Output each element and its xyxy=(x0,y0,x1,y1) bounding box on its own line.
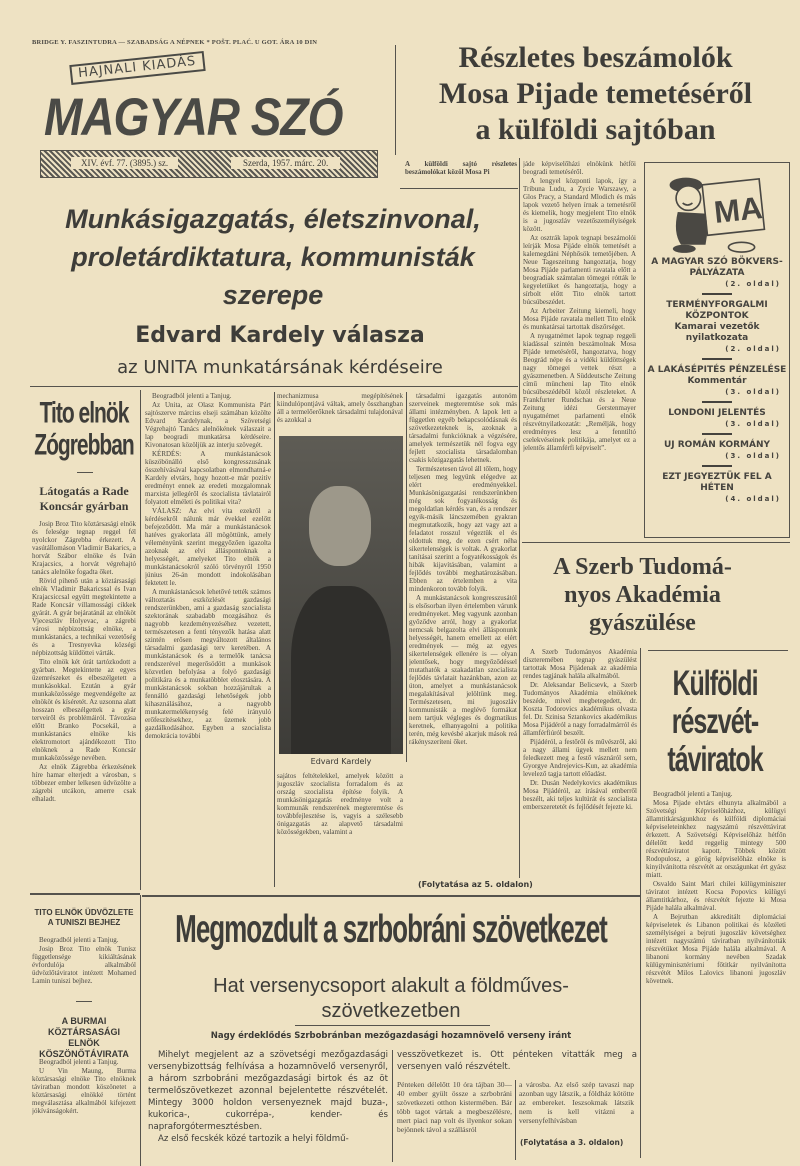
academy-headline-line: gyászülése xyxy=(589,610,696,636)
condolence-body xyxy=(646,790,786,1160)
tito-headline xyxy=(30,398,138,462)
index-item-title: LONDONI JELENTÉS xyxy=(668,408,766,418)
index-item-page: (3. oldal) xyxy=(725,420,781,428)
condolence-headline-line: részvét- xyxy=(671,702,759,742)
lead-headline-line: Mosa Pijade temetéséről xyxy=(438,77,753,110)
index-item-page: (3. oldal) xyxy=(725,452,781,460)
index-item-subtitle: Kommentár xyxy=(687,376,747,386)
paragraph: Mosa Pijade elvtárs elhunyta alkalmából a Szövetségi Képviselőházhoz, külügyi államtitkárságunkhoz és külföldi diplomáciai képviseleteinkhez nagyszámú részvéttávirat érkezett. A Szövetségi Képviselőház hétfőn délelőtt kedd reggelig mintegy 500 részvéttáviratot kapott. Többek között Rodopulosz, a görög képviselőház elnöke is kinyilvánította részvétét az országunkat ért gyász miatt. xyxy=(646,799,786,879)
cartoon-ma-text: MA xyxy=(712,190,765,230)
main-headline-line: szerepe xyxy=(222,280,324,310)
masthead-title: MAGYAR SZÓ xyxy=(44,86,343,147)
kardely-col3 xyxy=(409,392,517,876)
coop-subhead: Hat versenycsoport alakult a földműves- xyxy=(213,975,569,997)
academy-headline xyxy=(520,553,765,637)
kardely-photo xyxy=(279,436,403,754)
index-item-title: A LAKÁSÉPITÉS PÉNZELÉSE xyxy=(647,365,787,375)
main-headline-line: proletárdiktatura, kommunisták xyxy=(71,242,475,272)
paragraph: U Vin Maung, Burma köztársasági elnöke Tito elnöknek táviratban mondott köszönetet a köztársasági elnökké történt megválasztása alkalmából kifejezett jókívánságokért. xyxy=(32,1067,136,1115)
tito-body xyxy=(32,520,136,888)
tunis-body xyxy=(32,936,136,996)
paragraph: Az osztrák lapok tegnapi beszámolói leírják Mosa Pijáde elnök temetését a kalemegdáni Néphősök temetőjében. A Neue Tageszeitung hangoztatja, hogy Mosa Pijáde parlamenti ravatala előtt a beogradiak számtalan tömegei rótták le kegyeletüket és hangoztatja, hogy a sírbolt előtt Tito elnök tartott búcsúbeszédet. xyxy=(523,234,636,306)
burma-headline: A BURMAI KÖZTÁRSASÁGI ELNÖK KÖSZÖNŐTÁVIRATA xyxy=(39,1016,129,1059)
divider xyxy=(702,401,732,403)
index-item xyxy=(645,465,789,505)
coop-continued: (Folytatása a 3. oldalon) xyxy=(520,1138,624,1147)
academy-body xyxy=(523,648,637,888)
index-box xyxy=(644,162,790,538)
paragraph: Természetesen távol áll tőlem, hogy teljesen meg legyünk elégedve az elért eredményekkel. Munkásönigazgatási rendszerünkben még sok fogyatékosság és megoldatlan kérdés van, és a rendszer egyik-másik láncszemében gyakran megmutatkozik, hogy azt vagy azt a feladatot rosszul végeztük el és oldottuk meg, de ezen csért néha sikertelenségek is voltak. A gyakorlat tanításai szerint a fogyatékosságok és hibák kijavításában, valamint a fejlődés további meghatározásában. Ebben az értelemben a vita mindenkoron tovább folyik. xyxy=(409,465,517,593)
kardely-col2-top: mechanizmusa megépítésének kiindulópontjává váltak, amely összhangban áll a termelőerőknek társadalmi tulajdonával és azokkal a xyxy=(277,392,403,424)
paragraph: A munkástanácsok kongresszusától is elsősorban ilyen értelemben várunk eredményeket. Meg vagyunk azonban győződve arról, hogy a gyakorlat nemcsak belgazolta elvi állásponunk helyességét, hanem emellett az elért eredmények — még az egyes sikertelenségek ellenére is — olyan jelentősek, hogy megyőződéssel mutathatók a szakadatlan szocialista fejlődés távlatait hazánkban, azon az úton, amelyet a munkástanácsok megalakításával jelöltünk meg. Természetesen, mi jugoszláv kommunisták a meglévő formákat nem tartjuk végleges és dogmatikus keretnek, elhanyagolni a politika terén, még kevésbé akarjuk mások reá rákényszeríteni őket. xyxy=(409,594,517,746)
index-item xyxy=(645,401,789,430)
tito-headline-line: Tito elnök xyxy=(39,397,129,430)
divider xyxy=(702,433,732,435)
paragraph: Josip Broz Tito elnök Tunisz függetlensége kikiáltásának évfordulója alkalmából üdvözlőtáviratot intézett Mohamed Lamin tuniszi bejhez. xyxy=(32,945,136,985)
paragraph: Rövid pihenő után a köztársasági elnök Vladimir Bakaricssal és Ivan Krajacsiccsal együtt megtekintette a Rade Koncsár villamossági cikkek gyárát. A gyár bejáratánál az elnököt Vjeceszláv Holyevac, a zágrebi városi népbizottság elnöke, a munkástanács, a technikai vezetőség és a Tresnyevka községi népbizottság küldöttei várták. xyxy=(32,577,136,657)
paragraph: KÉRDÉS: A munkástanácsok küszöbönálló első kongresszusának összehívásával kapcsolatban elmondhatná-e Kardely elvtárs, hogy hozott-e már pozitív eredményt ennek az eredeti mozgalomnak marxista jellegéről és szocialista távlatairól folyatott elméleti és politikai vita? xyxy=(145,450,271,506)
kardely-col1 xyxy=(145,392,271,887)
index-item-title: A MAGYAR SZÓ BÖKVERS-PÁLYÁZATA xyxy=(651,257,783,278)
paragraph: A munkástanácsok lehetővé tették számos változtatás eszközlését gazdasági rendszerünkben, ami a gazdaság szocialista szektorának szabadabb mozgásához és nagyobb kezdeményezéséhez vezetett, természetesen a fenti tényezők hatása alatt szintén erősen megváltozott általános társadalmi gazdasági terv keretében. A munkástanácsok és a termelők tanácsa rendszerével megerősödött a munkások közvetlen befolyása a folyó gazdasági politikára és a munkatöbblet elosztására. A munkástanácsok sokban hozzájárultak a fennálló gazdasági lehetőségek jobb kihasználásához, a nagyobb munkatermelékenység felé irányuló erőfeszítésekhez, az üzemek jobb gazdálkodásához. Egyben a szocialista demokrácia további xyxy=(145,588,271,740)
kardely-col2-bottom: sajátos feltételekkel, amelyek között a jugoszláv szocialista forradalom és az ország szocialista építése folyik. A munkásönigazgatás eredménye volt a kommunák rendszerének megteremtése és továbbfejlesztése is, vagyis a szélesebb önigazgatás az alapvető társadalmi közösségekben, valamint a xyxy=(277,772,403,836)
index-item-page: (3. oldal) xyxy=(725,388,781,396)
kardely-continued: (Folytatása az 5. oldalon) xyxy=(418,880,533,889)
lead-headline-line: Részletes beszámolók xyxy=(458,41,733,74)
coop-col1 xyxy=(148,1049,388,1164)
paragraph: Pijádéról, a festőről és művészről, aki a nagy állami ügyek mellett nem feledkezett meg a festő vásznáról sem, Gyorgye Andrejevics-Kun, az akadémia levelező tagja tartott előadást. xyxy=(523,738,637,778)
paragraph: A nyugatnémet lapok tegnap reggeli kiadással szintén beszámolnak Mosa Pijáde temetéséről, hangoztatva, hogy Beográd népe és a vidéki küldöttségek nagy tömegei vettek részt a gyászmenetben. A Süddeutsche Zeitung című müncheni lap Tito elnök búcsúbeszédéből közöl részleteket. A Frankfurter Rundschau és a Neue Zeitung idézi Gerstenmayer nyugatnémet parlamenti elnök részvétnyilatkozatát: „Remélják, hogy eredményes lesz a fenntiltó cselekvéseinek politikája, amelyet ez a jelentős államférfi képviselt”. xyxy=(523,332,636,452)
index-item-page: (2. oldal) xyxy=(725,280,781,288)
paragraph: Dr. Aleksandar Belicsevk, a Szerb Tudományos Akadémia elnökének beszéde, mivel megbetegedett, dr. Koszta Todorovics akadémikus olvasta fel. Dr. Szinisa Sztankovics akadémikus Mosa Pijádéról a nagy forradalmárról és államférfiúról beszélt. xyxy=(523,681,637,737)
index-item xyxy=(645,257,789,290)
condolence-headline-line: Külföldi xyxy=(672,664,758,704)
index-item-title: TERMÉNYFORGALMI KÖZPONTOK xyxy=(666,300,768,321)
divider xyxy=(702,293,732,295)
paragraph: Dr. Dusán Nedelykovics akadémikus Mosa Pijádéról, az írásával emberről beszélt, aki teljes kultúrát és szocialista emberszeretetét és fejlődését fejezte ki. xyxy=(523,779,637,811)
condolence-headline-line: táviratok xyxy=(667,740,763,780)
paragraph: Beogradból jelenti a Tanjug. xyxy=(653,790,733,798)
index-item-subtitle: Kamarai vezetők nyilatkozata xyxy=(674,322,760,343)
main-headline xyxy=(28,200,518,314)
coop-kicker: Nagy érdeklődés Szrbobránban mezőgazdasági hozamnövelő verseny iránt xyxy=(210,1031,572,1041)
paragraph: Osvaldo Saint Mari chilei külügyminiszter táviratot intézett Kocsa Popovics külügyi államtitkárhoz, és részvétét fejezte ki Mosa Pijáde halála alkalmával. xyxy=(646,880,786,912)
index-item xyxy=(645,433,789,462)
burma-body xyxy=(32,1058,136,1153)
tito-subhead xyxy=(30,484,138,514)
paragraph: Az első fecskék közé tartozik a helyi földmű- xyxy=(158,1134,349,1144)
paragraph: Josip Broz Tito köztársasági elnök és felesége tegnap reggel fél nyolckor Zágrebba érkezett. A vasútállomáson Vladimir Bakarics, a horvát Szábor elnöke és Iván Krajacsics, a horvát végrehajtó tanács alelnöke fogadta őket. xyxy=(32,520,136,576)
coop-col2-top: vesszövetkezet is. Ott pénteken vitatták meg a versenyen való részvételt. xyxy=(397,1050,637,1072)
paragraph: A lengyel központi lapok, így a Tribuna Ludu, a Zycie Warszawy, a Glos Pracy, a Standard Mlodich és más lapok vezető helyen írnak a temetésről és kiemelik, hogy megjelent Tito elnök is a jugoszláv vezetőszemélyiségek között. xyxy=(523,177,636,233)
index-item-page: (4. oldal) xyxy=(725,495,781,503)
lead-body xyxy=(523,160,636,536)
academy-headline-line: A Szerb Tudomá- xyxy=(553,554,732,580)
photo-caption: Edvard Kardely xyxy=(310,757,372,766)
academy-headline-line: nyos Akadémia xyxy=(564,582,721,608)
coop-col2a: Pénteken délelőtt 10 óra tájban 30—40 ember gyült össze a szrbobráni szövetkezeti otthon kistermében. Bár több tagot vártak a megbeszélésre, mert piaci nap volt és ilyenkor sokan bejönnek távol a szállásról xyxy=(397,1080,512,1134)
paragraph: jáde képviselőházi elnökünk hétfői beogradi temetéséről. xyxy=(523,160,636,176)
lead-headline xyxy=(398,40,793,148)
main-subhead2: az UNITA munkatársának kérdéseire xyxy=(117,357,443,378)
condolence-headline xyxy=(644,665,786,779)
paragraph: Az elnök Zágrebba érkezésének híre hamar elterjedt a városban, s többezer ember lelkesen üdvözölte a zágrebi utcákon, amerre csak elhaladt. xyxy=(32,763,136,803)
masthead-topline: BRIDGE Y. FASZINTUDRA — SZABADSÁG A NÉPNEK * POŠT. PLAĆ. U GOT. ÁRA 10 DIN xyxy=(32,39,318,46)
paragraph: A Szerb Tudományos Akadémia díszteremében tegnap gyászülést tartottak Mosa Pijádenak az akadémia rendes tagjának halála alkalmából. xyxy=(523,648,637,680)
index-item xyxy=(645,293,789,355)
index-item-title: EZT JEGYEZTÜK FEL A HÉTEN xyxy=(662,472,772,493)
main-headline-line: Munkásigazgatás, életszinvonal, xyxy=(65,204,481,234)
paragraph: Tito elnök két órát tartózkodott a gyárban. Megtekintette az egyes üzemrészeket és elbeszélgetett a munkásokkal. Ezután a gyár munkaközössége megvendégelte az elnököt és kíséretét. Az uzsonna alatt hosszan elbeszélgettek a gyár terveiről és problémáiról. Távozása előtt Branko Pocsekál, a munkástanács elnöke kis elektromotort ajándékozott Tito elnöknek a Rade Koncsár munkaközössége nevében. xyxy=(32,658,136,762)
tito-headline-line: Zógrebban xyxy=(34,429,134,462)
paragraph: Az Arbeiter Zeitung kiemeli, hogy Mosa Pijáde ravatala mellett Tito elnök és munkatársai tartottak díszőrséget. xyxy=(523,307,636,331)
paragraph: társadalmi igazgatás autonóm szerveinek megteremtése sok más állami intézményben. A lapok lett a független egyéb bekapcsolódásnak és szövetkezeteknek is, azoknak a társadalmi funkcióknak a végzésére, amelyek természetük nél fogva egy fejlett szocialista társadalomban csakis közigazgatás lehetnek. xyxy=(409,392,517,464)
edition-stamp: HAJNALI KIADÁS xyxy=(69,51,205,85)
paragraph: VÁLASZ: Az elvi vita ezekről a kérdésekről nálunk már évekkel ezelőtt befejeződött. Ma már a munkástanácsok hatéves gyakorlata áll mögöttünk, amely véleményünk szerint meggyőzően igazolta azoknak az elvi álláspontoknak a helyességét, amelyeket Tito elnök a munkástanácsokról szóló törvényről 1950 június 26-án mondott indokolásában fektetett le. xyxy=(145,507,271,587)
divider xyxy=(702,358,732,360)
paragraph: A Bejrutban akkreditált diplomáciai képviseletek és Libanon politikai és közéleti személyiségei a bejruti jugoszláv követséghez intézett nagyszámú táviratban nyilvánították részvétüket Mosa Pijáde halála alkalmával. A libanoni kormány nevében Szadak külügyminisztériumi főtitkár nyilvánította részvétét Milos Lalovics libanoni jugoszláv követnek. xyxy=(646,913,786,985)
newspaper-boy-cartoon xyxy=(652,167,782,257)
index-item-title: UJ ROMÁN KORMÁNY xyxy=(663,440,771,450)
issue-number: XIV. évf. 77. (3895.) sz. xyxy=(71,157,178,169)
main-subhead: Edvard Kardely válasza xyxy=(135,323,425,348)
index-item xyxy=(645,358,789,398)
lead-intro: A külföldi sajtó részletes beszámolókat közöl Mosa Pi xyxy=(405,160,517,176)
paragraph: Mihelyt megjelent az a szövetségi mezőgazdasági versenybizottság felhívása a hozamnövelő versenyről, a három szrbobráni mezőgazdasági birtok és az öt termelőszövetkezet azonnal bejelentette részvételét. Mintegy 3000 holdon versenyeznek majd buza-, kukorica-, cukorrépa-, kender- és napraforgótermesztésben. xyxy=(148,1050,388,1132)
coop-subhead2: szövetkezetben xyxy=(321,1000,461,1022)
tito-subhead-line: Látogatás a Rade xyxy=(39,484,129,498)
coop-headline: Megmozdult a szrbobráni szövetkezet xyxy=(175,906,607,951)
paragraph: Beogradból jelenti a Tanjug. xyxy=(152,392,232,400)
paragraph: Beogradból jelenti a Tanjug. xyxy=(39,936,119,944)
index-item-page: (2. oldal) xyxy=(725,345,781,353)
issue-date: Szerda, 1957. márc. 20. xyxy=(231,157,340,169)
divider xyxy=(702,465,732,467)
paragraph: Beogradból jelenti a Tanjug. xyxy=(39,1058,119,1066)
paragraph: Az Unita, az Olasz Kommunista Párt sajtószerve március elseji számában közölte Edvard Kardelynak, a Szövetségi Végrehajtó Tanács alelnökének válaszait a lap beogradi munkatársa kérdéseire. Kivonatosan közöljük az interju szövegét. xyxy=(145,401,271,449)
tito-subhead-line: Koncsár gyárban xyxy=(39,499,129,513)
tunis-headline: TITO ELNÖK ÜDVÖZLETE A TUNISZI BEJHEZ xyxy=(34,908,134,927)
lead-headline-line: a külföldi sajtóban xyxy=(475,113,716,146)
date-strip xyxy=(40,150,378,178)
coop-col2b: a városba. Az első szép tavaszi nap azonban ugy látszik, a földház kötötte az embereket. Ieszsokmak látszik nem is kell vitázni a versenyfelhívásban xyxy=(519,1080,634,1125)
